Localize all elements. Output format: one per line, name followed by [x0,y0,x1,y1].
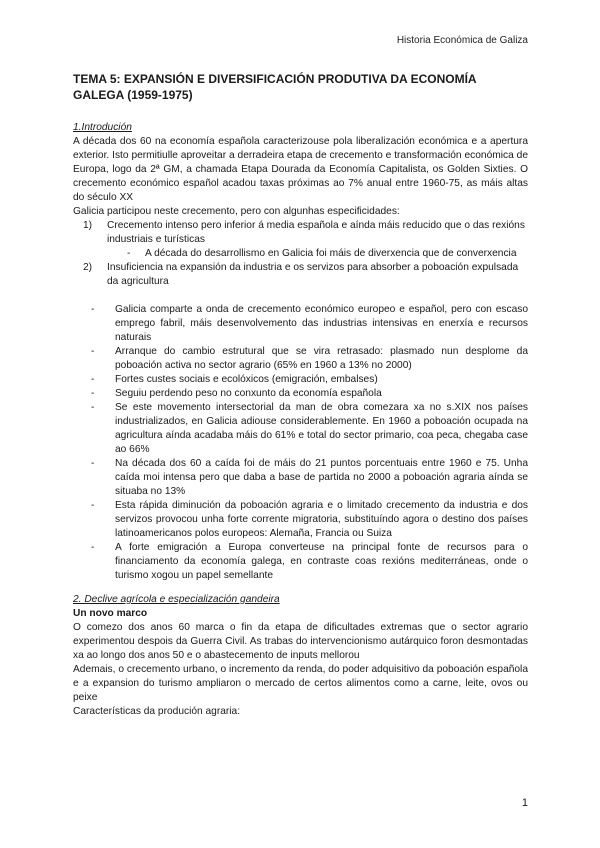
page-content [73,71,528,719]
running-header: Historia Económica de Galiza [396,35,528,46]
list-item: - Fortes custes sociais e ecolóxicos (emigración, embalses) [73,373,528,387]
list-item: - Se este movemento intersectorial da man de obra comezara xa no s.XIX nos países industrializados, en Galicia adiouse considerablemente. En 1960 a poboación ocupada na agricultura aínda acadaba máis do 61% e total do sector primario, coa peca, chegaba case ao 66% [73,401,528,457]
paragraph: O comezo dos anos 60 marca o fin da etapa de dificultades extremas que o sector agrario experimentou despois da Guerra Civil. As trabas do intervencionismo autárquico foron desmontadas xa ao longo dos anos 50 e o abastecemento de inputs mellorou [73,622,528,661]
chapter-title: TEMA 5: EXPANSIÓN E DIVERSIFICACIÓN PRODUTIVA DA ECONOMÍA GALEGA (1959-1975) [73,72,477,102]
item-number: 2) [83,262,93,273]
paragraph: Ademais, o crecemento urbano, o incremento da renda, do poder adquisitivo da poboación española e a expansion do turismo ampliaron o mercado de certos alimentos como a carne, leite, ovos ou peixe [73,664,528,703]
intro-paragraph: A década dos 60 na economía española caracterizouse pola liberalización económica e a apertura exterior. Isto permitiulle aproveitar a derradeira etapa de crecemento e transformación económica de Europa, logo da 2ª GM, a chamada Etapa Dourada da Economía Capitalista, os Golden Sixties. O crecemento económico español acadou taxas próximas ao 7% anual entre 1960-75, as máis altas do século XX [73,136,528,203]
numbered-item [83,219,528,247]
numbered-list [73,219,528,247]
list-item: - Galicia comparte a onda de crecemento económico europeo e español, pero con escaso emprego fabril, máis desenvolvemento das industrias intensivas en enerxía e recursos naturais [73,303,528,345]
sub-dash-list [73,247,528,261]
item-text: Insuficiencia na expansión da industria e os servizos para absorber a poboación expulsada da agricultura [107,262,519,287]
sub-list-item: - A década do desarrollismo en Galicia foi máis de diverxencia que de converxencia [73,247,528,261]
item-text: Crecemento intenso pero inferior á media española e aínda máis reducido que o das rexións industriais e turísticas [107,220,525,245]
item-number: 1) [83,220,93,231]
list-item: - Esta rápida diminución da poboación agraria e o limitado crecemento da industria e dos servizos provocou unha forte corrente migratoria, substituíndo agora o destino dos países latinoamericanos polos europeos: Alemaña, Francia ou Suiza [73,499,528,541]
numbered-item [83,261,528,289]
dash-list [73,303,528,583]
numbered-list [73,261,528,289]
subsection-title: Un novo marco [73,608,148,619]
section-heading-agriculture: 2. Declive agrícola e especialización gandeira [73,594,280,605]
galicia-paragraph: Galicia participou neste crecemento, pero con algunhas especificidades: [73,206,400,217]
list-item: - A forte emigración a Europa converteuse na principal fonte de recursos para o financiamento da economía galega, en contraste coas rexións mediterráneas, onde o turismo xogou un papel semellante [73,541,528,583]
page-number: 1 [521,797,528,809]
paragraph: Características da produción agraria: [73,706,241,717]
list-item: - Na década dos 60 a caída foi de máis do 21 puntos porcentuais entre 1960 e 75. Unha caída moi intensa pero que daba a base de partida no 2000 a poboación agraria aínda se situaba no 13% [73,457,528,499]
spacer [73,289,528,303]
list-item: - Arranque do cambio estrutural que se vira retrasado: plasmado nun desplome da poboación activa no sector agrario (65% en 1960 a 13% no 2000) [73,345,528,373]
section-heading-introduction: 1.Introdución [73,122,132,133]
list-item: - Seguiu perdendo peso no conxunto da economía española [73,387,528,401]
